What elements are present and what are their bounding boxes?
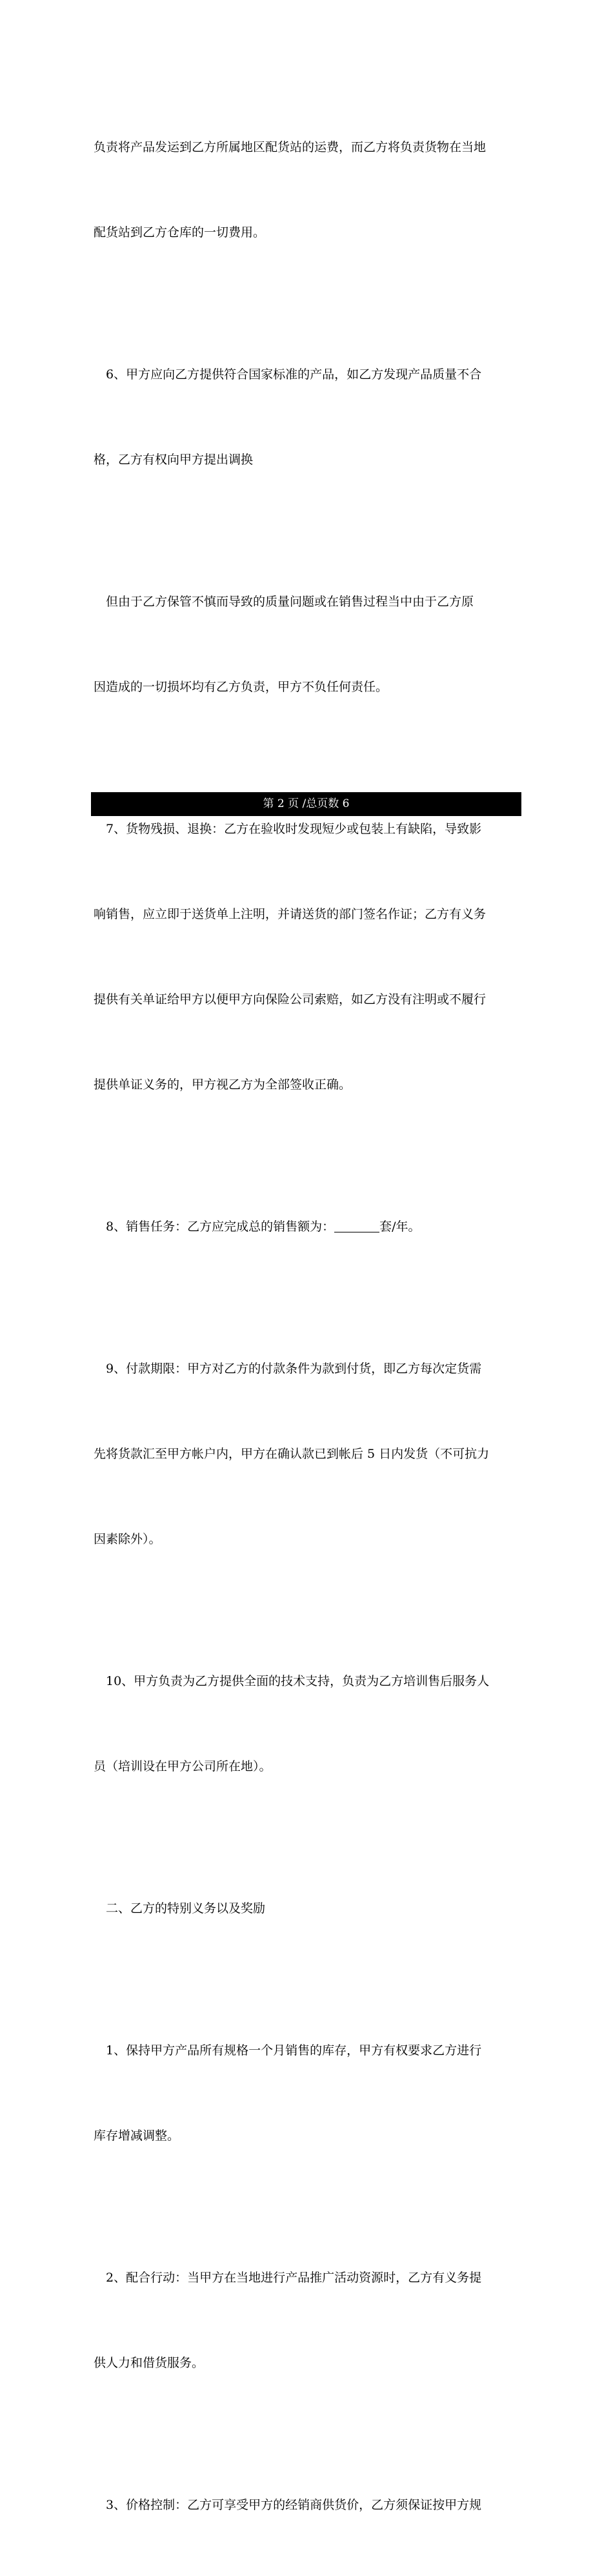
sales-target-blank	[334, 1220, 379, 1232]
text-line: 供人力和借货服务。	[94, 2356, 205, 2370]
text-line: 先将货款汇至甲方帐户内，甲方在确认款已到帐后 5 日内发货（不可抗力	[94, 1447, 490, 1461]
paragraph-item-9	[94, 1298, 523, 1610]
text-line: 响销售，应立即于送货单上注明，并请送货的部门签名作证；乙方有义务	[94, 907, 487, 921]
text-line: 提供有关单证给甲方以便甲方向保险公司索赔，如乙方没有注明或不履行	[94, 992, 487, 1007]
text-line: 因素除外）。	[94, 1532, 161, 1546]
paragraph-item-10	[94, 1610, 523, 1837]
text-line: 9、付款期限：甲方对乙方的付款条件为款到付货，即乙方每次定货需	[106, 1362, 482, 1376]
text-line: 员（培训设在甲方公司所在地）。	[94, 1759, 272, 1774]
paragraph-sec2-item-1	[94, 1979, 523, 2207]
text-line: 6、甲方应向乙方提供符合国家标准的产品，如乙方发现产品质量不合	[106, 367, 482, 382]
paragraph-sec2-item-2	[94, 2207, 523, 2434]
text-line: 配货站到乙方仓库的一切费用。	[94, 225, 266, 240]
paragraph-item-8	[94, 1156, 523, 1298]
paragraph-sec2-item-3	[94, 2434, 523, 2576]
section-heading-2	[94, 1837, 523, 1979]
sales-target-unit: 套/年。	[379, 1220, 421, 1234]
text-line: 负责将产品发运到乙方所属地区配货站的运费，而乙方将负责货物在当地	[94, 140, 487, 154]
text-line: 7、货物残损、退换：乙方在验收时发现短少或包装上有缺陷，导致影	[106, 822, 482, 836]
sales-target-label: 8、销售任务：乙方应完成总的销售额为：	[106, 1220, 335, 1234]
text-line: 二、乙方的特别义务以及奖励	[106, 1901, 266, 1916]
text-line: 格，乙方有权向甲方提出调换	[94, 453, 254, 467]
text-line: 提供单证义务的，甲方视乙方为全部签收正确。	[94, 1078, 352, 1092]
page-number: 第 2 页 /总页数 6	[263, 797, 350, 810]
paragraph-item-6-note	[94, 531, 523, 758]
paragraph-item-7	[94, 758, 523, 1156]
paragraph-continued	[94, 76, 523, 303]
page-footer	[91, 792, 521, 816]
text-line: 1、保持甲方产品所有规格一个月销售的库存，甲方有权要求乙方进行	[106, 2043, 482, 2058]
text-line: 但由于乙方保管不慎而导致的质量问题或在销售过程当中由于乙方原	[106, 595, 474, 609]
text-line: 3、价格控制：乙方可享受甲方的经销商供货价，乙方须保证按甲方规	[106, 2498, 482, 2512]
text-line: 因造成的一切损坏均有乙方负责，甲方不负任何责任。	[94, 680, 388, 694]
text-line: 2、配合行动：当甲方在当地进行产品推广活动资源时，乙方有义务提	[106, 2271, 482, 2285]
text-line: 库存增减调整。	[94, 2129, 180, 2143]
text-line: 10、甲方负责为乙方提供全面的技术支持，负责为乙方培训售后服务人	[106, 1674, 490, 1688]
document-body	[94, 76, 523, 2576]
paragraph-item-6	[94, 303, 523, 531]
text-line	[94, 1212, 523, 1241]
